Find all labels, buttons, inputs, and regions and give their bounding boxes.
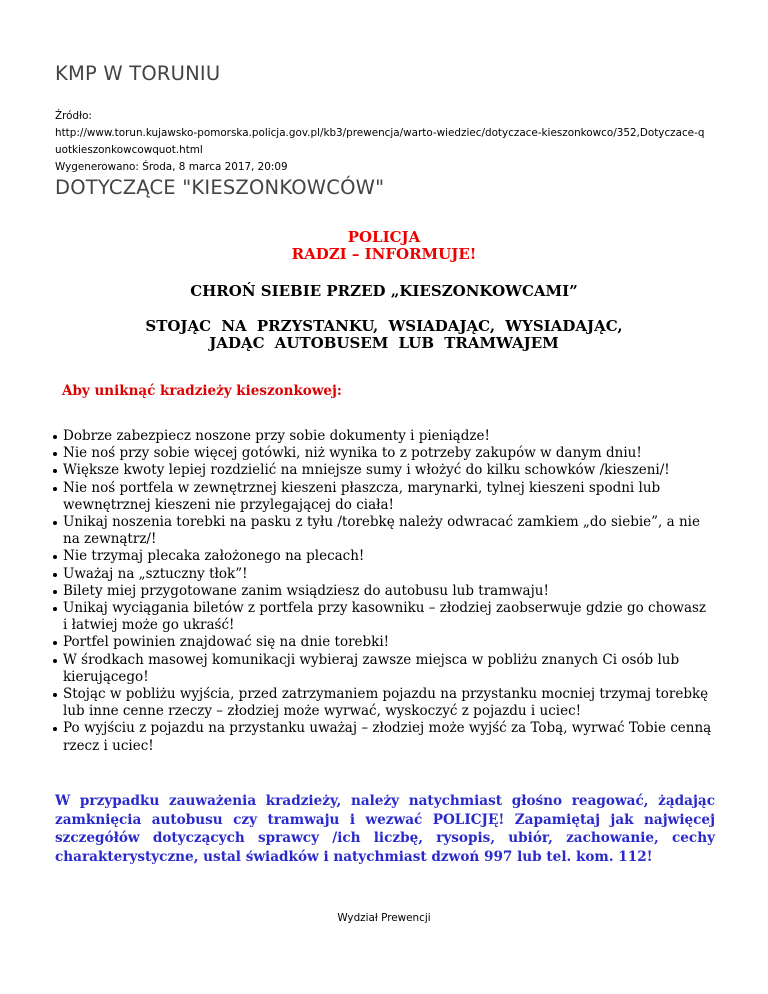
list-item: Portfel powinien znajdować się na dnie torebki! (52, 634, 712, 651)
site-title: KMP W TORUNIU (55, 62, 221, 85)
list-item: Unikaj noszenia torebki na pasku z tyłu /torebkę należy odwracać zamkiem „do siebie”, a nie na zewnątrz/! (52, 514, 712, 548)
protect-heading: CHROŃ SIEBIE PRZED „KIESZONKOWCAMI” (190, 282, 578, 300)
list-item: Dobrze zabezpiecz noszone przy sobie dokumenty i pieniądze! (52, 428, 712, 445)
source-url-line-1[interactable]: http://www.torun.kujawsko-pomorska.policja.gov.pl/kb3/prewencja/warto-wiedziec/dotyczace-kieszonkowco/352,Dotyczace-q (55, 127, 705, 139)
list-item: Stojąc w pobliżu wyjścia, przed zatrzymaniem pojazdu na przystanku mocniej trzymaj torebkę lub inne cenne rzeczy – złodziej może wyrwać, wyskoczyć z pojazdu i uciec! (52, 686, 712, 720)
list-item: Nie noś przy sobie więcej gotówki, niż wynika to z potrzeby zakupów w danym dniu! (52, 445, 712, 462)
situation-heading (0, 318, 768, 352)
list-item: Nie trzymaj plecaka założonego na plecach! (52, 548, 712, 565)
list-item: Uważaj na „sztuczny tłok”! (52, 566, 712, 583)
police-heading-line-2: RADZI – INFORMUJE! (291, 245, 477, 263)
list-item: Nie noś portfela w zewnętrznej kieszeni płaszcza, marynarki, tylnej kieszeni spodni lub wewnętrznej kieszeni nie przylegającej do ciała! (52, 480, 712, 514)
situation-heading-line-2: JADĄC AUTOBUSEM LUB TRAMWAJEM (209, 334, 559, 352)
list-item: Unikaj wyciągania biletów z portfela przy kasowniku – złodziej zaobserwuje gdzie go chowasz i łatwiej może go ukraść! (52, 600, 712, 634)
police-heading (0, 229, 768, 263)
police-heading-line-1: POLICJA (347, 228, 421, 246)
article-title: DOTYCZĄCE "KIESZONKOWCÓW" (55, 176, 385, 199)
list-item: Większe kwoty lepiej rozdzielić na mniejsze sumy i włożyć do kilku schowków /kieszeni/! (52, 462, 712, 479)
source-url-line-2[interactable]: uotkieszonkowcowquot.html (55, 144, 203, 156)
tips-list (52, 428, 712, 755)
footer-department: Wydział Prewencji (337, 912, 431, 924)
list-item: W środkach masowej komunikacji wybieraj zawsze miejsca w pobliżu znanych Ci osób lub kierującego! (52, 652, 712, 686)
list-item: Po wyjściu z pojazdu na przystanku uważaj – złodziej może wyjść za Tobą, wyrwać Tobie cenną rzecz i uciec! (52, 720, 712, 754)
list-item: Bilety miej przygotowane zanim wsiądziesz do autobusu lub tramwaju! (52, 583, 712, 600)
situation-heading-line-1: STOJĄC NA PRZYSTANKU, WSIADAJĄC, WYSIADAJĄC, (145, 317, 623, 335)
generated-date: Wygenerowano: Środa, 8 marca 2017, 20:09 (55, 161, 288, 173)
source-label: Źródło: (55, 110, 92, 122)
source-metadata (55, 108, 725, 176)
tips-intro: Aby uniknąć kradzieży kieszonkowej: (62, 383, 342, 399)
theft-warning: W przypadku zauważenia kradzieży, należy natychmiast głośno reagować, żądając zamknięcia autobusu czy tramwaju i wezwać POLICJĘ! Zapamiętaj jak najwięcej szczegółów dotyczących sprawcy /ich liczbę, rysopis, ubiór, zachowanie, cechy charakterystyczne, ustal świadków i natychmiast dzwoń 997 lub tel. kom. 112! (55, 793, 715, 865)
